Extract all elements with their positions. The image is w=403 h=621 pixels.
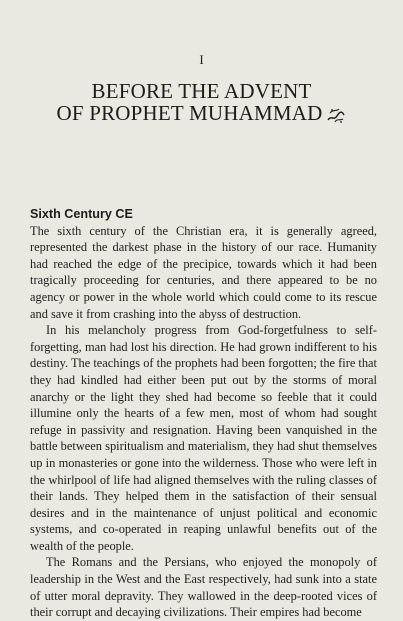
chapter-title-line-2 (0, 102, 403, 124)
page-body (30, 206, 377, 621)
chapter-title-line-1: BEFORE THE ADVENT (91, 79, 312, 103)
chapter-number: I (199, 52, 204, 67)
paragraph-1: The sixth century of the Christian era, it is generally agreed, represented the darkest phase in the history of our race. Humanity had reached the edge of the precipice, towards which it had been tragically proceeding for centuries, and there appeared to be no agency or power in the whole world which could come to its rescue and save it from crashing into the abyss of destruction. (30, 223, 377, 321)
paragraph-2: In his melancholy progress from God-forgetfulness to self-forgetting, man had lost his direction. He had grown indifferent to his destiny. The teachings of the prophets had been forgotten; the fire that they had kindled had either been put out by the storms of moral anarchy or the light they shed had become so feeble that it could illumine only the hearts of a few men, most of whom had sought refuge in passivity and resignation. Having been vanquished in the battle between spiritualism and materialism, they had shut themselves up in monasteries or gone into the wilderness. Those who were left in the whirlpool of life had aligned themselves with the ruling classes of their lands. They helped them in the satisfaction of their sensual desires and in the maintenance of unjust political and economic systems, and co-operated in reaping unlawful benefits out of the wealth of the people. (30, 323, 377, 553)
section-heading: Sixth Century CE (30, 207, 133, 221)
chapter-title (0, 80, 403, 124)
salutation-calligraphy-icon (326, 106, 346, 124)
paragraph-3: The Romans and the Persians, who enjoyed the monopoly of leadership in the West and the East respectively, had sunk into a state of utter moral depravity. They wallowed in the deep-rooted vices of their corrupt and decaying civilizations. Their empires had become (30, 555, 377, 620)
chapter-title-line-2-text: OF PROPHET MUHAMMAD (56, 101, 323, 125)
